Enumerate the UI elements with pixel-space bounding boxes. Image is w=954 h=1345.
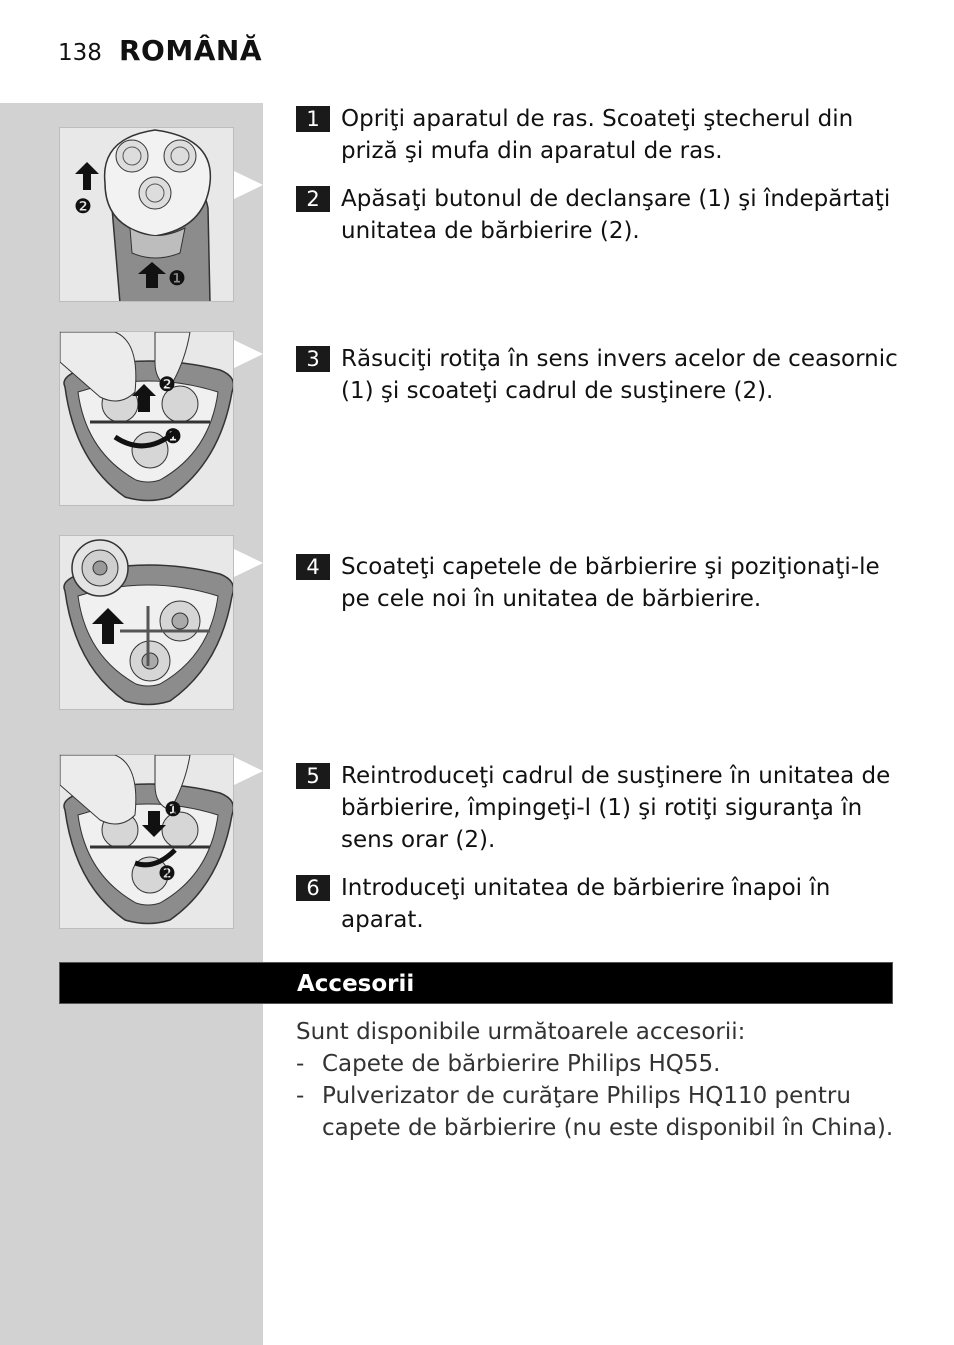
list-dash: - (296, 1051, 305, 1077)
list-dash: - (296, 1083, 305, 1109)
step-text: Opriţi aparatul de ras. Scoateţi ştecherul din priză şi mufa din aparatul de ras. (341, 106, 854, 164)
figure-pointer (234, 757, 263, 785)
step-number: 2 (296, 186, 330, 212)
figure-pointer (234, 340, 263, 368)
marker-1: ❶ (168, 266, 186, 290)
step-number: 6 (296, 875, 330, 901)
step-number: 5 (296, 763, 330, 789)
shaving-unit-illustration (60, 755, 234, 929)
step-5 (296, 760, 906, 856)
step-text: Reintroduceţi cadrul de susţinere în unitatea de bărbierire, împingeţi-l (1) şi rotiţi siguranţa în sens orar (2). (341, 763, 891, 853)
step-text: Răsuciţi rotiţa în sens invers acelor de ceasornic (1) şi scoateţi cadrul de susţinere (2). (341, 346, 898, 404)
marker-1: ❶ (164, 797, 182, 821)
section-title: Accesorii (297, 971, 415, 997)
step-6 (296, 872, 906, 936)
shaving-unit-illustration (60, 536, 234, 710)
figure-pointer (234, 171, 263, 199)
marker-2: ❷ (74, 194, 92, 218)
accessories-intro: Sunt disponibile următoarele accesorii: (296, 1019, 746, 1045)
marker-2: ❷ (158, 372, 176, 396)
shaving-unit-illustration (60, 332, 234, 506)
section-header-bar (59, 962, 893, 1004)
marker-1: ❶ (164, 424, 182, 448)
step-number: 4 (296, 554, 330, 580)
list-item-text: Capete de bărbierire Philips HQ55. (322, 1051, 721, 1077)
list-item (296, 1048, 906, 1080)
figure-unlock-frame (59, 331, 234, 506)
language-title: ROMÂNĂ (119, 34, 262, 67)
step-text: Scoateţi capetele de bărbierire şi poziţionaţi-le pe cele noi în unitatea de bărbierire. (341, 554, 880, 612)
step-number: 1 (296, 106, 330, 132)
marker-2: ❷ (158, 861, 176, 885)
figure-lock-frame (59, 754, 234, 929)
list-item-text: Pulverizator de curăţare Philips HQ110 pentru capete de bărbierire (nu este disponibil în China). (322, 1083, 894, 1141)
step-1 (296, 103, 906, 167)
step-text: Apăsaţi butonul de declanşare (1) şi îndepărtaţi unitatea de bărbierire (2). (341, 186, 891, 244)
page-header (58, 34, 262, 67)
step-number: 3 (296, 346, 330, 372)
step-3 (296, 343, 906, 407)
step-text: Introduceţi unitatea de bărbierire înapoi în aparat. (341, 875, 831, 933)
figure-shaver-remove-head (59, 127, 234, 302)
step-2 (296, 183, 906, 247)
page-number: 138 (58, 40, 102, 66)
list-item (296, 1080, 906, 1144)
accessories-block (296, 1016, 906, 1144)
figure-pointer (234, 549, 263, 577)
figure-replace-heads (59, 535, 234, 710)
step-4 (296, 551, 906, 615)
